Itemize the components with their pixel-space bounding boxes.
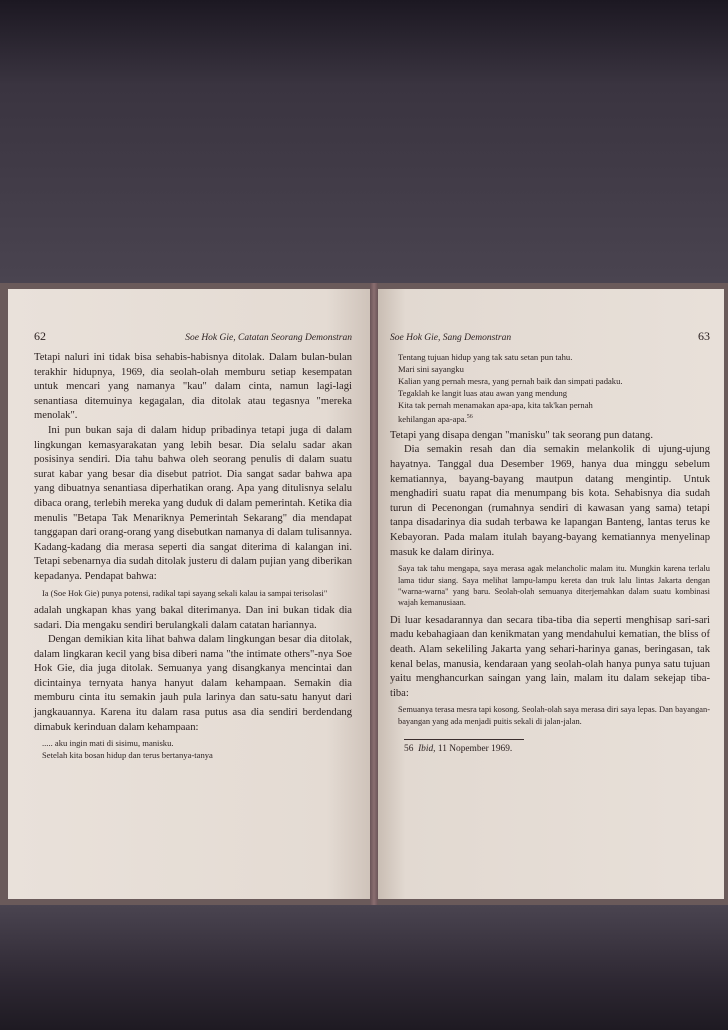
poem-line: Tentang tujuan hidup yang tak satu setan pun tahu. <box>398 352 573 362</box>
right-paragraph-1: Tetapi yang disapa dengan "manisku" tak seorang pun datang. <box>390 429 653 441</box>
poem-line: Tegaklah ke langit luas atau awan yang mendung <box>398 388 568 398</box>
left-page <box>8 289 370 899</box>
right-paragraph-3: Di luar kesadarannya dan secara tiba-tiba dia seperti menghisap sari-sari madu kebahagiaan dan kenikmatan yang mendahului kematian, the bliss of death. Alam sekeliling Jakarta yang sehari-harinya ganas, beringasan, tak kenal belas, manusia, kendaraan yang seolah-olah hanya punya satu tujuan yaitu menghancurkan saingan yang lain, malam itu dalam sekejap tiba-tiba: <box>390 614 710 699</box>
right-block-quote-1: Saya tak tahu mengapa, saya merasa agak melancholic malam itu. Mungkin karena terlalu lama tidur siang. Saya melihat lampu-lampu kereta dan truk lalu lintas Jakarta dengan "warna-warna" yang baru. Seolah-olah semuanya diterjemahkan dalam suatu kombinasi wajah kemanusiaan. <box>398 564 710 608</box>
right-page <box>378 289 724 899</box>
scan-background-top <box>0 0 728 285</box>
footnote-divider <box>404 739 524 740</box>
left-body <box>34 351 352 761</box>
footnote-ibid: Ibid, <box>418 744 436 755</box>
poem-line: Mari sini sayangku <box>398 364 464 374</box>
book-gutter <box>370 283 378 905</box>
poem-line: Setelah kita bosan hidup dan terus bertanya-tanya <box>42 750 213 761</box>
footnote-reference: 56 <box>466 414 473 420</box>
right-block-quote-2: Semuanya terasa mesra tapi kosong. Seolah-olah saya merasa diri saya lepas. Dan bayangan-bayangan yang ada menjadi puitis sekali di jalan-jalan. <box>398 705 710 726</box>
footnote <box>404 744 710 754</box>
left-page-number: 62 <box>34 329 46 343</box>
right-running-head <box>390 329 710 343</box>
footnote-date: 11 Nopember 1969. <box>437 744 513 755</box>
right-body <box>390 351 710 727</box>
left-poem <box>42 737 352 761</box>
left-paragraph-4: Dengan demikian kita lihat bahwa dalam lingkungan besar dia ditolak, dalam lingkaran kecil yang bisa diberi nama "the intimate others"-nya Soe Hok Gie, dia juga ditolak. Semuanya yang disangkanya mencintai dan dicintainya ternyata hanya hanyut dalam kehampaan. Semakin dia memburu cinta itu semakin jauh pula larinya dan satu-satu hanyut dari jangkauannya. Karena itu dalam rasa putus asa dia sendiri berdendang dimabuk kerinduan dalam kehampaan: <box>34 634 352 733</box>
book-spread <box>0 283 728 905</box>
footnote-number: 56 <box>404 744 414 755</box>
left-paragraph-3: adalah ungkapan khas yang bakal diterimanya. Dan ini bukan tidak dia sadari. Dia mengaku sendiri berulangkali dalam catatan hariannya. <box>34 604 352 631</box>
left-running-head <box>34 329 352 343</box>
poem-line: Kita tak pernah menamakan apa-apa, kita tak'kan pernah <box>398 400 593 410</box>
right-poem <box>398 351 710 425</box>
left-block-quote: Ia (Soe Hok Gie) punya potensi, radikal tapi sayang sekali kalau ia sampai terisolasi" <box>42 588 328 598</box>
right-page-number: 63 <box>698 329 710 343</box>
left-paragraph-2: Ini pun bukan saja di dalam hidup pribadinya tetapi juga di dalam lingkungan kemasyarakatan yang lebih besar. Dia selalu sadar akan posisinya sendiri. Dia tahu bahwa oleh seorang penulis di dalam suatu surat kabar yang besar dia disebut patriot. Dia sangat sadar bahwa apa yang dibuatnya senantiasa diperhatikan orang. Apa yang ditulisnya selalu dibaca orang, terlebih mereka yang duduk di dalam pemerintah. Ketika dia menulis "Betapa Tak Menariknya Pemerintah Sekarang" dia mendapat tanggapan dari orang-orang yang disebutkan namanya di dalam tulisannya. Kadang-kadang dia merasa seperti dia sangat diterima di kalangan ini. Tetapi sebenarnya dia sudah ditolak justeru di dalam pujian yang diberikan kepadanya. Pendapat bahwa: <box>34 424 353 582</box>
left-running-title: Soe Hok Gie, Catatan Seorang Demonstran <box>185 333 352 343</box>
left-paragraph-1: Tetapi naluri ini tidak bisa sehabis-habisnya ditolak. Dalam bulan-bulan terakhir hidupnya, 1969, dia seolah-olah memburu setiap kesempatan untuk mencari yang namanya "kau" dalam cinta, namun lagi-lagi senantiasa ditemuinya kegagalan, dia ditolak atau tegasnya "mereka menolak". <box>34 352 352 422</box>
right-running-title: Soe Hok Gie, Sang Demonstran <box>390 333 512 343</box>
scan-background-bottom <box>0 905 728 1030</box>
poem-line: ..... aku ingin mati di sisimu, manisku. <box>42 738 174 749</box>
right-paragraph-2: Dia semakin resah dan dia semakin melankolik di ujung-ujung hayatnya. Tanggal dua Desember 1969, hanya dua minggu sebelum kematiannya, bayang-bayang mautpun datang mengintip. Untuk menghadiri suatu rapat dia menumpang bis kota. Sehabisnya dia sudah turun di Pecenongan (rumahnya sendiri di kawasan yang sama) tetapi tanpa disadarinya dia sudah terbawa ke lapangan Banteng, lantas terus ke Kebayoran. Pada malam itulah bayang-bayang kematiannya menyelinap masuk ke dalam dirinya. <box>390 444 710 558</box>
poem-line: kehilangan apa-apa.$^{56}$ <box>398 413 473 424</box>
poem-line: Kalian yang pernah mesra, yang pernah baik dan simpati padaku. <box>398 376 623 386</box>
